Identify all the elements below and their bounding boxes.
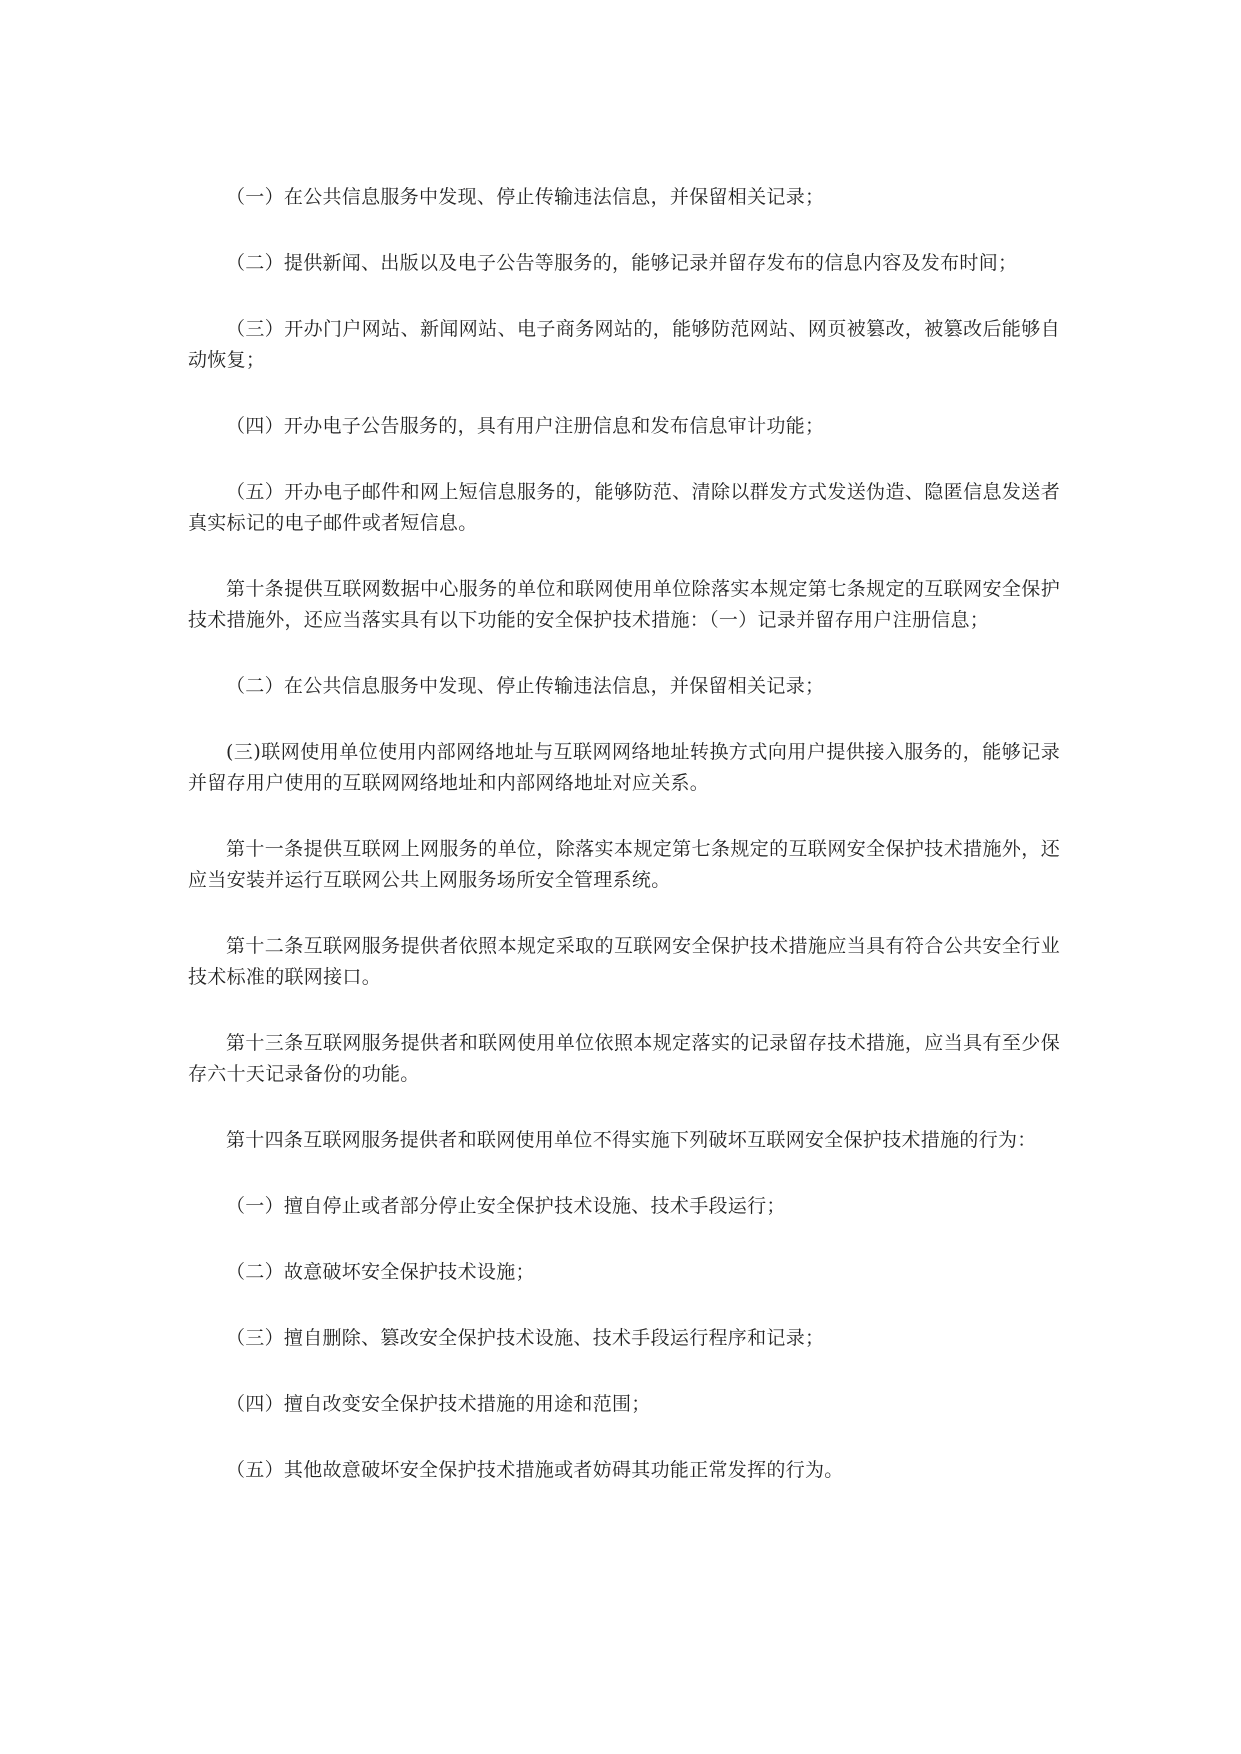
article-14-item-3: （三）擅自删除、篡改安全保护技术设施、技术手段运行程序和记录； bbox=[226, 1327, 825, 1349]
article-14-item-4: （四）擅自改变安全保护技术措施的用途和范围； bbox=[226, 1393, 651, 1415]
paragraph-item-5: （五）开办电子邮件和网上短信息服务的，能够防范、清除以群发方式发送伪造、隐匿信息发送者真实标记的电子邮件或者短信息。 bbox=[188, 481, 1060, 534]
article-10-item-2: （二）在公共信息服务中发现、停止传输违法信息，并保留相关记录； bbox=[226, 675, 825, 697]
article-10-item-3: (三)联网使用单位使用内部网络地址与互联网网络地址转换方式向用户提供接入服务的，能够记录并留存用户使用的互联网网络地址和内部网络地址对应关系。 bbox=[188, 741, 1060, 794]
document-body bbox=[188, 182, 1060, 1521]
article-13: 第十三条互联网服务提供者和联网使用单位依照本规定落实的记录留存技术措施，应当具有至少保存六十天记录备份的功能。 bbox=[188, 1032, 1060, 1085]
article-14-item-1: （一）擅自停止或者部分停止安全保护技术设施、技术手段运行； bbox=[226, 1195, 786, 1217]
paragraph-item-3: （三）开办门户网站、新闻网站、电子商务网站的，能够防范网站、网页被篡改，被篡改后能够自动恢复； bbox=[188, 318, 1060, 371]
article-10: 第十条提供互联网数据中心服务的单位和联网使用单位除落实本规定第七条规定的互联网安全保护技术措施外，还应当落实具有以下功能的安全保护技术措施：（一）记录并留存用户注册信息； bbox=[188, 578, 1060, 631]
article-14-item-5: （五）其他故意破坏安全保护技术措施或者妨碍其功能正常发挥的行为。 bbox=[226, 1459, 844, 1481]
article-14-item-2: （二）故意破坏安全保护技术设施； bbox=[226, 1261, 535, 1283]
paragraph-item-4: （四）开办电子公告服务的，具有用户注册信息和发布信息审计功能； bbox=[226, 415, 825, 437]
article-12: 第十二条互联网服务提供者依照本规定采取的互联网安全保护技术措施应当具有符合公共安全行业技术标准的联网接口。 bbox=[188, 935, 1060, 988]
article-11: 第十一条提供互联网上网服务的单位，除落实本规定第七条规定的互联网安全保护技术措施外，还应当安装并运行互联网公共上网服务场所安全管理系统。 bbox=[188, 838, 1060, 891]
paragraph-item-2: （二）提供新闻、出版以及电子公告等服务的，能够记录并留存发布的信息内容及发布时间； bbox=[226, 252, 1018, 274]
article-14: 第十四条互联网服务提供者和联网使用单位不得实施下列破坏互联网安全保护技术措施的行为： bbox=[226, 1129, 1037, 1151]
paragraph-item-1: （一）在公共信息服务中发现、停止传输违法信息，并保留相关记录； bbox=[226, 186, 825, 208]
